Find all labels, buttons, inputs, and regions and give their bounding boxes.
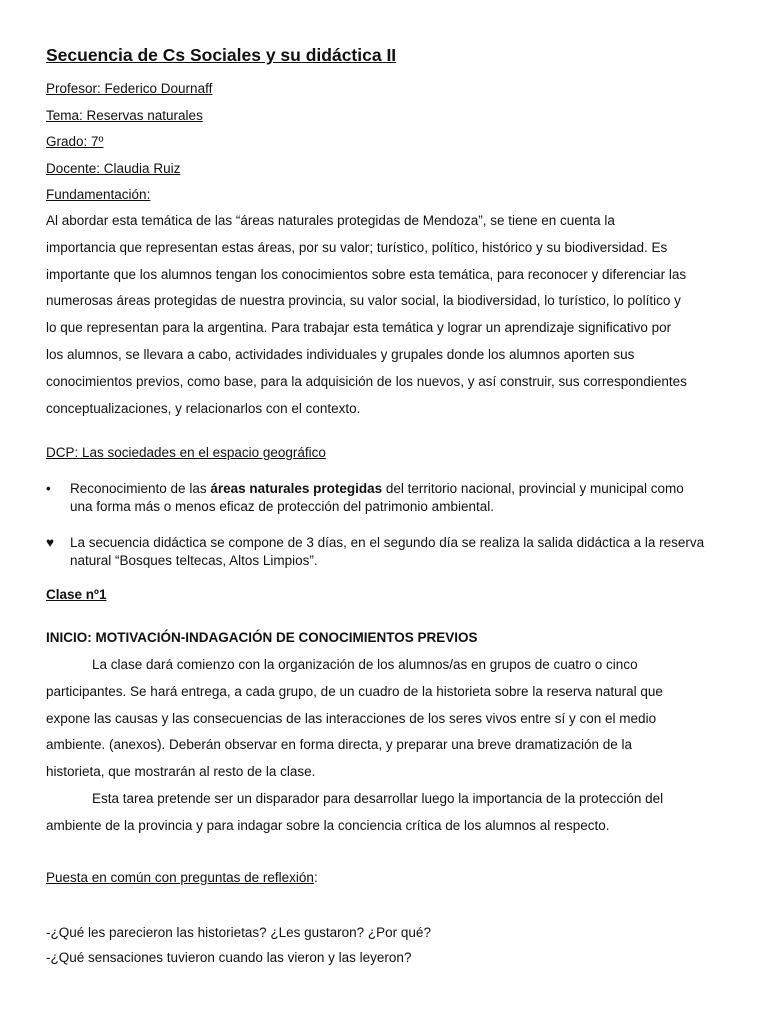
grado-line: Grado: 7º	[46, 134, 104, 149]
inicio-line: expone las causas y las consecuencias de las interacciones de los seres vivos entre sí y con el medio	[46, 710, 657, 726]
tema-line: Tema: Reservas naturales	[46, 108, 203, 123]
inicio-line: ambiente de la provincia y para indagar sobre la conciencia crítica de los alumnos al respecto.	[46, 817, 610, 833]
inicio-line: La clase dará comienzo con la organización de los alumnos/as en grupos de cuatro o cinco	[92, 657, 638, 672]
puesta-colon: :	[313, 870, 318, 885]
dcp-heading: DCP: Las sociedades en el espacio geográfico	[46, 445, 326, 460]
bullet-text: Reconocimiento de las	[70, 481, 211, 496]
heart-bullet-icon: ♥	[46, 535, 55, 550]
fundamentacion-line: Al abordar esta temática de las “áreas naturales protegidas de Mendoza”, se tiene en cuenta la	[46, 213, 615, 228]
bullet-text: natural “Bosques teltecas, Altos Limpios”.	[70, 553, 318, 568]
inicio-line: participantes. Se hará entrega, a cada grupo, de un cuadro de la historieta sobre la reserva natural que	[46, 683, 663, 699]
fundamentacion-heading: Fundamentación:	[46, 187, 151, 202]
inicio-paragraph	[46, 652, 726, 840]
puesta-label: Puesta en común con preguntas de reflexión	[46, 870, 314, 885]
inicio-line: Esta tarea pretende ser un disparador para desarrollar luego la importancia de la protección del	[92, 790, 664, 806]
fundamentacion-line: numerosas áreas protegidas de nuestra provincia, su valor social, la biodiversidad, lo turístico, lo político y	[46, 293, 681, 309]
fundamentacion-line: lo que representan para la argentina. Para trabajar esta temática y lograr un aprendizaje significativo por	[46, 320, 672, 336]
inicio-line: ambiente. (anexos). Deberán observar en forma directa, y preparar una breve dramatización de la	[46, 737, 633, 753]
profesor-line: Profesor: Federico Dournaff	[46, 81, 213, 96]
question-item: -¿Qué les parecieron las historietas? ¿Les gustaron? ¿Por qué?	[46, 925, 431, 940]
docente-line: Docente: Claudia Ruiz	[46, 161, 181, 176]
inicio-heading: INICIO: MOTIVACIÓN-INDAGACIÓN DE CONOCIMIENTOS PREVIOS	[46, 630, 478, 645]
fundamentacion-line: los alumnos, se llevara a cabo, actividades individuales y grupales donde los alumnos aporten sus	[46, 346, 635, 362]
bullet-text: del territorio nacional, provincial y municipal como	[382, 481, 684, 496]
fundamentacion-line: importante que los alumnos tengan los conocimientos sobre esta temática, para reconocer y diferenciar las	[46, 266, 687, 282]
fundamentacion-line: conocimientos previos, como base, para la adquisición de los nuevos, y así construir, sus correspondientes	[46, 373, 687, 389]
bullet-text: una forma más o menos eficaz de protección del patrimonio ambiental.	[70, 499, 494, 514]
fundamentacion-line: conceptualizaciones, y relacionarlos con el contexto.	[46, 400, 361, 416]
document-title: Secuencia de Cs Sociales y su didáctica II	[46, 45, 397, 65]
puesta-heading	[46, 870, 318, 885]
fundamentacion-paragraph	[46, 208, 726, 422]
bullet-bold-text: áreas naturales protegidas	[210, 481, 383, 496]
fundamentacion-line: importancia que representan estas áreas, por su valor; turístico, político, histórico y su biodiversidad. Es	[46, 239, 668, 255]
bullet-dot-icon: •	[46, 481, 51, 496]
inicio-line: historieta, que mostrarán al resto de la clase.	[46, 764, 316, 780]
question-item: -¿Qué sensaciones tuvieron cuando las vieron y las leyeron?	[46, 950, 412, 965]
bullet-text: La secuencia didáctica se compone de 3 días, en el segundo día se realiza la salida didáctica a la reserva	[70, 535, 705, 550]
clase-heading: Clase nº1	[46, 587, 107, 602]
